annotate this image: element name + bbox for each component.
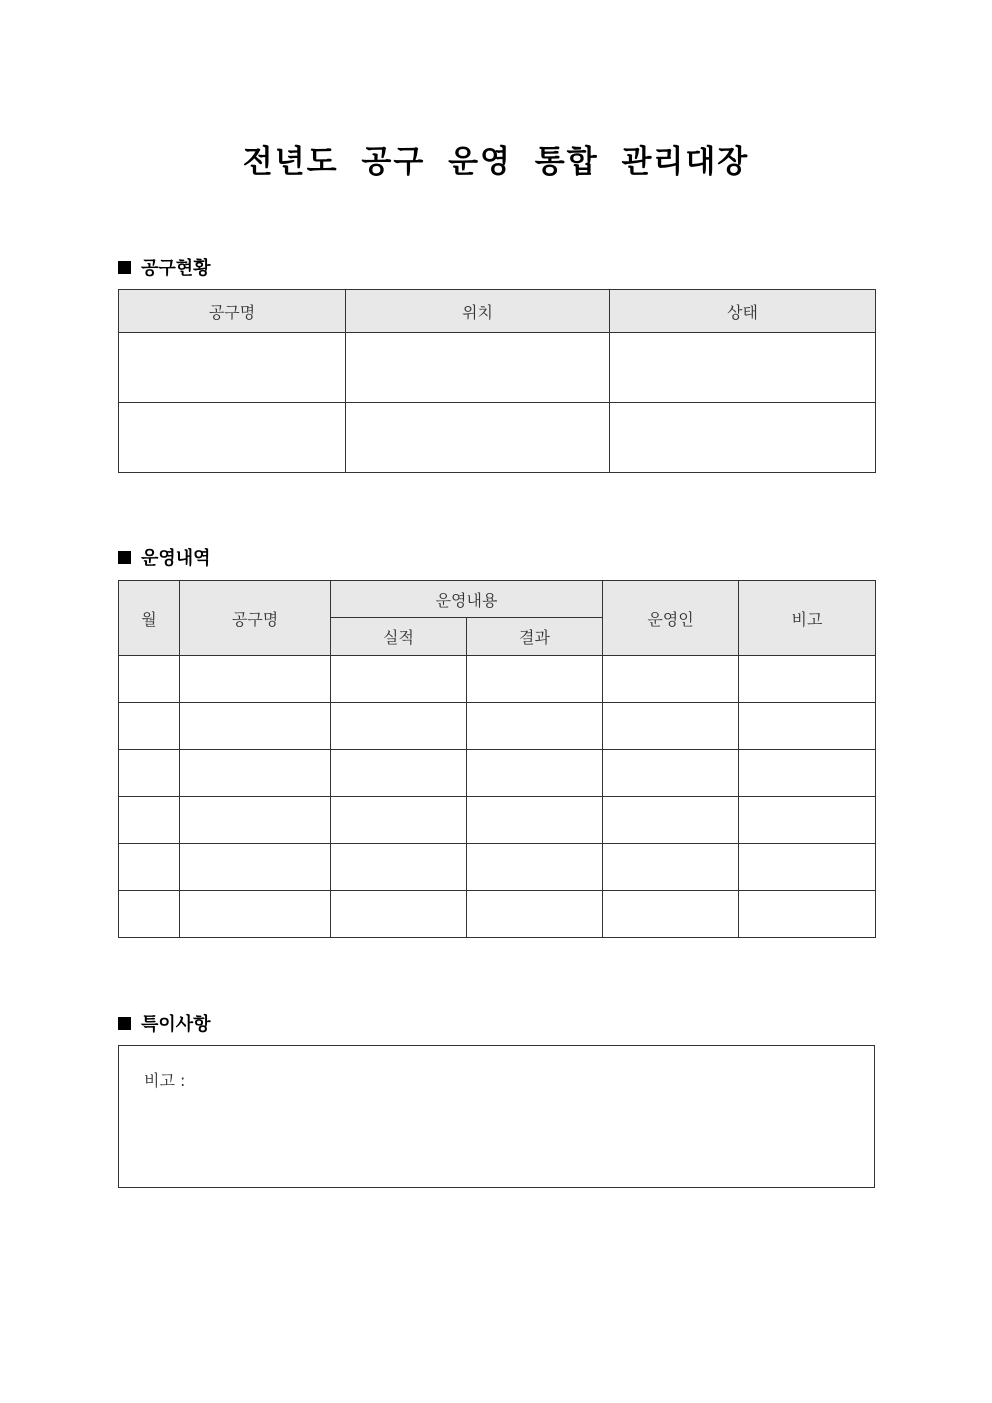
table-cell[interactable] — [180, 656, 331, 703]
table-cell[interactable] — [739, 750, 876, 797]
table-row — [119, 333, 876, 403]
table-cell[interactable] — [739, 703, 876, 750]
table-cell[interactable] — [610, 403, 876, 473]
tool-status-table — [118, 289, 876, 473]
square-bullet-icon — [118, 1017, 131, 1030]
column-header-content-group: 운영내용 — [331, 581, 603, 618]
document-title: 전년도 공구 운영 통합 관리대장 — [242, 144, 750, 180]
table-cell[interactable] — [119, 750, 180, 797]
table-row — [119, 656, 876, 703]
table-cell[interactable] — [603, 750, 739, 797]
operations-table — [118, 580, 876, 938]
table-cell[interactable] — [180, 797, 331, 844]
section-heading-operations — [118, 544, 211, 570]
table-row — [119, 750, 876, 797]
notes-label: 비고 : — [144, 1071, 186, 1090]
column-header-location: 위치 — [346, 290, 610, 333]
column-header-month: 월 — [119, 581, 180, 656]
square-bullet-icon — [118, 261, 131, 274]
table-cell[interactable] — [467, 797, 603, 844]
table-cell[interactable] — [180, 891, 331, 938]
table-cell[interactable] — [180, 750, 331, 797]
table-cell[interactable] — [739, 844, 876, 891]
table-cell[interactable] — [119, 703, 180, 750]
column-header-remarks: 비고 — [739, 581, 876, 656]
column-header-result: 결과 — [467, 618, 603, 656]
table-cell[interactable] — [331, 750, 467, 797]
table-cell[interactable] — [331, 891, 467, 938]
table-cell[interactable] — [180, 844, 331, 891]
section-heading-label: 공구현황 — [141, 258, 211, 279]
column-header-status: 상태 — [610, 290, 876, 333]
table-cell[interactable] — [467, 656, 603, 703]
section-heading-label: 운영내역 — [141, 548, 211, 569]
table-cell[interactable] — [119, 891, 180, 938]
table-cell[interactable] — [467, 703, 603, 750]
column-header-performance: 실적 — [331, 618, 467, 656]
table-cell[interactable] — [331, 703, 467, 750]
table-cell[interactable] — [346, 333, 610, 403]
table-row — [119, 703, 876, 750]
table-row — [119, 891, 876, 938]
table-cell[interactable] — [603, 844, 739, 891]
table-cell[interactable] — [331, 797, 467, 844]
square-bullet-icon — [118, 551, 131, 564]
table-cell[interactable] — [119, 403, 346, 473]
table-cell[interactable] — [739, 797, 876, 844]
table-cell[interactable] — [331, 656, 467, 703]
table-cell[interactable] — [603, 656, 739, 703]
table-cell[interactable] — [739, 891, 876, 938]
table-cell[interactable] — [467, 891, 603, 938]
table-cell[interactable] — [603, 797, 739, 844]
table-row — [119, 797, 876, 844]
table-cell[interactable] — [467, 844, 603, 891]
table-cell[interactable] — [467, 750, 603, 797]
table-cell[interactable] — [119, 844, 180, 891]
table-header-row — [119, 290, 876, 333]
column-header-tool-name: 공구명 — [180, 581, 331, 656]
table-cell[interactable] — [119, 333, 346, 403]
table-cell[interactable] — [331, 844, 467, 891]
section-heading-status — [118, 254, 211, 280]
table-cell[interactable] — [346, 403, 610, 473]
column-header-tool-name: 공구명 — [119, 290, 346, 333]
section-heading-notes — [118, 1010, 211, 1036]
table-header-row — [119, 581, 876, 618]
table-cell[interactable] — [180, 703, 331, 750]
column-header-operator: 운영인 — [603, 581, 739, 656]
section-heading-label: 특이사항 — [141, 1014, 211, 1035]
table-cell[interactable] — [739, 656, 876, 703]
table-cell[interactable] — [603, 703, 739, 750]
table-cell[interactable] — [119, 797, 180, 844]
table-cell[interactable] — [119, 656, 180, 703]
notes-box[interactable] — [118, 1045, 875, 1188]
table-cell[interactable] — [603, 891, 739, 938]
table-cell[interactable] — [610, 333, 876, 403]
table-row — [119, 844, 876, 891]
table-row — [119, 403, 876, 473]
